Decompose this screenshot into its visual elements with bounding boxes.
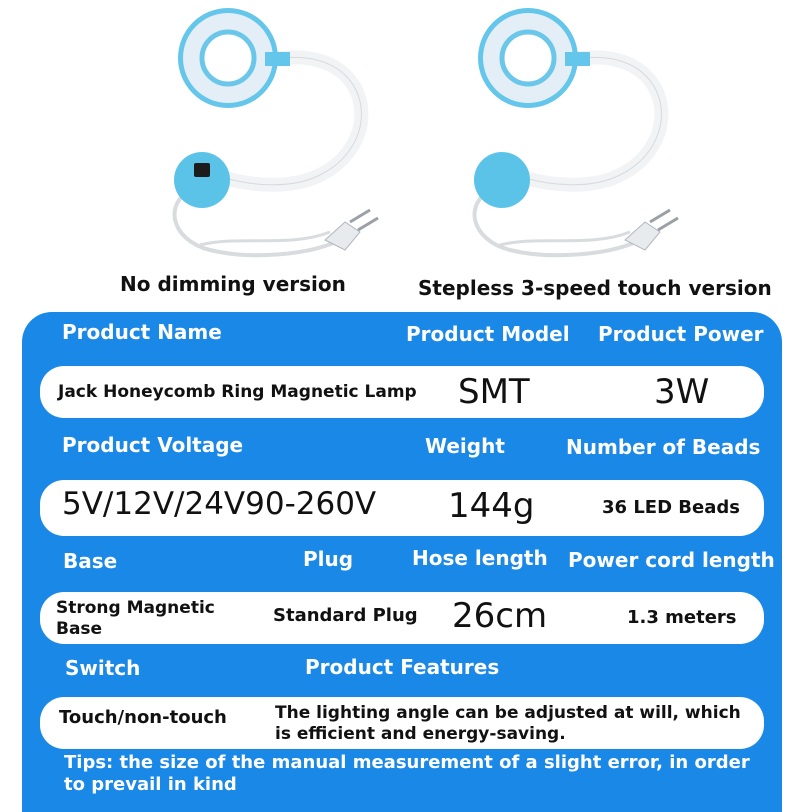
header-weight: Weight	[425, 434, 505, 458]
header-plug: Plug	[303, 547, 354, 571]
value-number-of-beads: 36 LED Beads	[602, 497, 740, 518]
lamp-image-no-dimming	[140, 0, 430, 270]
header-product-voltage: Product Voltage	[62, 433, 244, 457]
header-power-cord-length: Power cord length	[568, 548, 775, 572]
header-product-features: Product Features	[305, 655, 500, 679]
header-hose-length: Hose length	[412, 546, 548, 570]
value-base: Strong Magnetic Base	[56, 598, 215, 639]
value-plug: Standard Plug	[273, 605, 418, 626]
value-product-voltage: 5V/12V/24V90-260V	[62, 486, 377, 522]
header-product-power: Product Power	[598, 322, 764, 346]
value-product-name: Jack Honeycomb Ring Magnetic Lamp	[58, 382, 417, 402]
value-product-features: The lighting angle can be adjusted at will, which is efficient and energy-saving.	[275, 703, 741, 744]
value-product-power: 3W	[654, 372, 710, 412]
value-weight: 144g	[448, 486, 535, 526]
value-hose-length: 26cm	[452, 596, 548, 636]
header-product-model: Product Model	[406, 322, 570, 346]
header-number-of-beads: Number of Beads	[566, 435, 761, 459]
caption-touch-version: Stepless 3-speed touch version	[418, 276, 772, 300]
header-base: Base	[63, 549, 118, 573]
value-power-cord-length: 1.3 meters	[627, 607, 737, 628]
header-product-name: Product Name	[62, 320, 222, 344]
caption-no-dimming: No dimming version	[120, 272, 346, 296]
value-product-model: SMT	[458, 372, 530, 412]
value-switch: Touch/non-touch	[59, 707, 227, 728]
tips-note: Tips: the size of the manual measurement of a slight error, in order to prevail in kind	[64, 752, 750, 795]
lamp-image-touch-version	[440, 0, 730, 270]
header-switch: Switch	[65, 656, 141, 680]
